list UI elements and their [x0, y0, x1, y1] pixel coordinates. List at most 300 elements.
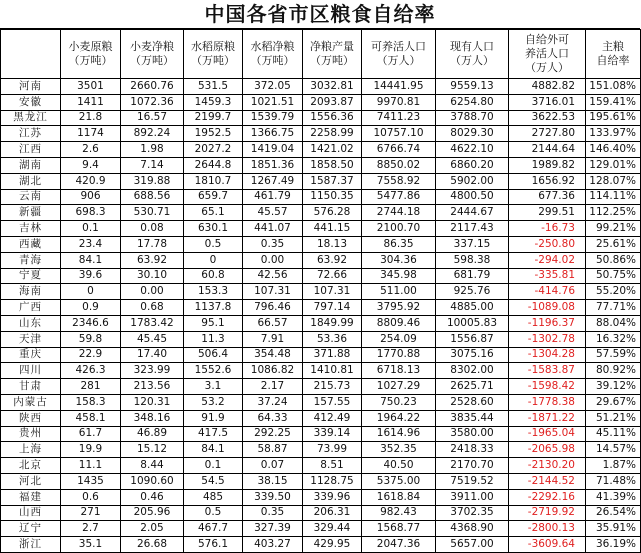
cell-current-population[interactable]: 4885.00 [436, 300, 509, 316]
cell-self-sufficiency-rate[interactable]: 71.48% [586, 473, 641, 489]
cell-wheat-raw[interactable]: 0 [61, 284, 121, 300]
cell-feedable-population[interactable]: 254.09 [362, 331, 436, 347]
cell-rice-net[interactable]: 1021.51 [243, 94, 303, 110]
cell-feedable-population[interactable]: 1618.84 [362, 489, 436, 505]
header-feedable-population[interactable]: 可养活人口 （万人） [362, 30, 436, 79]
cell-rice-net[interactable]: 441.07 [243, 221, 303, 237]
cell-net-grain-output[interactable]: 73.99 [303, 442, 362, 458]
cell-feedable-population[interactable]: 345.98 [362, 268, 436, 284]
cell-rice-net[interactable]: 327.39 [243, 521, 303, 537]
cell-feedable-population[interactable]: 7411.23 [362, 110, 436, 126]
cell-rice-raw[interactable]: 659.7 [184, 189, 243, 205]
cell-rice-raw[interactable]: 65.1 [184, 205, 243, 221]
cell-province[interactable]: 福建 [1, 489, 61, 505]
cell-current-population[interactable]: 3702.35 [436, 505, 509, 521]
cell-current-population[interactable]: 1556.87 [436, 331, 509, 347]
cell-feedable-population[interactable]: 982.43 [362, 505, 436, 521]
cell-feedable-population[interactable]: 5477.86 [362, 189, 436, 205]
cell-feedable-population[interactable]: 2047.36 [362, 537, 436, 553]
cell-surplus-population[interactable]: 3716.01 [509, 94, 586, 110]
cell-surplus-population[interactable]: -2719.92 [509, 505, 586, 521]
cell-rice-raw[interactable]: 2644.8 [184, 157, 243, 173]
cell-self-sufficiency-rate[interactable]: 129.01% [586, 157, 641, 173]
cell-surplus-population[interactable]: -3609.64 [509, 537, 586, 553]
cell-wheat-raw[interactable]: 2.7 [61, 521, 121, 537]
cell-wheat-net[interactable]: 2.05 [121, 521, 184, 537]
cell-rice-raw[interactable]: 95.1 [184, 315, 243, 331]
cell-current-population[interactable]: 3835.44 [436, 410, 509, 426]
cell-rice-net[interactable]: 66.57 [243, 315, 303, 331]
cell-rice-raw[interactable]: 2199.7 [184, 110, 243, 126]
cell-surplus-population[interactable]: -1598.42 [509, 379, 586, 395]
cell-wheat-raw[interactable]: 21.8 [61, 110, 121, 126]
cell-self-sufficiency-rate[interactable]: 151.08% [586, 79, 641, 95]
cell-net-grain-output[interactable]: 429.95 [303, 537, 362, 553]
cell-rice-net[interactable]: 292.25 [243, 426, 303, 442]
cell-net-grain-output[interactable]: 3032.81 [303, 79, 362, 95]
cell-rice-net[interactable]: 0.35 [243, 236, 303, 252]
header-current-population[interactable]: 现有人口 （万人） [436, 30, 509, 79]
cell-rice-net[interactable]: 42.56 [243, 268, 303, 284]
cell-surplus-population[interactable]: -1583.87 [509, 363, 586, 379]
cell-wheat-net[interactable]: 2660.76 [121, 79, 184, 95]
cell-rice-raw[interactable]: 630.1 [184, 221, 243, 237]
cell-feedable-population[interactable]: 3795.92 [362, 300, 436, 316]
cell-current-population[interactable]: 7519.52 [436, 473, 509, 489]
cell-net-grain-output[interactable]: 1421.02 [303, 142, 362, 158]
header-rice-net[interactable]: 水稻净粮 （万吨） [243, 30, 303, 79]
cell-province[interactable]: 青海 [1, 252, 61, 268]
cell-current-population[interactable]: 6254.80 [436, 94, 509, 110]
cell-wheat-net[interactable]: 892.24 [121, 126, 184, 142]
cell-province[interactable]: 云南 [1, 189, 61, 205]
cell-wheat-net[interactable]: 1072.36 [121, 94, 184, 110]
cell-feedable-population[interactable]: 750.23 [362, 394, 436, 410]
cell-province[interactable]: 江苏 [1, 126, 61, 142]
cell-rice-raw[interactable]: 53.2 [184, 394, 243, 410]
cell-rice-raw[interactable]: 2027.2 [184, 142, 243, 158]
cell-net-grain-output[interactable]: 371.88 [303, 347, 362, 363]
cell-net-grain-output[interactable]: 215.73 [303, 379, 362, 395]
cell-feedable-population[interactable]: 1964.22 [362, 410, 436, 426]
cell-self-sufficiency-rate[interactable]: 35.91% [586, 521, 641, 537]
cell-rice-raw[interactable]: 84.1 [184, 442, 243, 458]
cell-surplus-population[interactable]: -250.80 [509, 236, 586, 252]
cell-rice-net[interactable]: 1851.36 [243, 157, 303, 173]
cell-feedable-population[interactable]: 8850.02 [362, 157, 436, 173]
cell-surplus-population[interactable]: -2800.13 [509, 521, 586, 537]
cell-rice-net[interactable]: 461.79 [243, 189, 303, 205]
cell-self-sufficiency-rate[interactable]: 26.54% [586, 505, 641, 521]
cell-net-grain-output[interactable]: 53.36 [303, 331, 362, 347]
cell-current-population[interactable]: 8029.30 [436, 126, 509, 142]
cell-wheat-raw[interactable]: 2.6 [61, 142, 121, 158]
cell-rice-raw[interactable]: 485 [184, 489, 243, 505]
cell-province[interactable]: 上海 [1, 442, 61, 458]
cell-wheat-net[interactable]: 7.14 [121, 157, 184, 173]
cell-wheat-net[interactable]: 530.71 [121, 205, 184, 221]
cell-rice-raw[interactable]: 506.4 [184, 347, 243, 363]
cell-wheat-raw[interactable]: 2346.6 [61, 315, 121, 331]
cell-rice-raw[interactable]: 0.1 [184, 458, 243, 474]
cell-rice-net[interactable]: 0.35 [243, 505, 303, 521]
cell-rice-net[interactable]: 403.27 [243, 537, 303, 553]
cell-rice-net[interactable]: 372.05 [243, 79, 303, 95]
cell-wheat-raw[interactable]: 84.1 [61, 252, 121, 268]
cell-current-population[interactable]: 925.76 [436, 284, 509, 300]
cell-net-grain-output[interactable]: 339.14 [303, 426, 362, 442]
cell-rice-raw[interactable]: 417.5 [184, 426, 243, 442]
cell-rice-net[interactable]: 38.15 [243, 473, 303, 489]
cell-surplus-population[interactable]: -1089.08 [509, 300, 586, 316]
cell-self-sufficiency-rate[interactable]: 25.61% [586, 236, 641, 252]
cell-net-grain-output[interactable]: 72.66 [303, 268, 362, 284]
cell-current-population[interactable]: 8302.00 [436, 363, 509, 379]
cell-net-grain-output[interactable]: 576.28 [303, 205, 362, 221]
cell-wheat-raw[interactable]: 59.8 [61, 331, 121, 347]
cell-surplus-population[interactable]: -1965.04 [509, 426, 586, 442]
cell-net-grain-output[interactable]: 2093.87 [303, 94, 362, 110]
cell-wheat-net[interactable]: 1783.42 [121, 315, 184, 331]
cell-surplus-population[interactable]: -1778.38 [509, 394, 586, 410]
cell-wheat-raw[interactable]: 1435 [61, 473, 121, 489]
header-self-sufficiency-rate[interactable]: 主粮 自给率 [586, 30, 641, 79]
cell-province[interactable]: 河南 [1, 79, 61, 95]
cell-current-population[interactable]: 2117.43 [436, 221, 509, 237]
cell-wheat-net[interactable]: 17.78 [121, 236, 184, 252]
cell-wheat-net[interactable]: 213.56 [121, 379, 184, 395]
cell-surplus-population[interactable]: -1302.78 [509, 331, 586, 347]
header-rice-raw[interactable]: 水稻原粮 （万吨） [184, 30, 243, 79]
cell-current-population[interactable]: 10005.83 [436, 315, 509, 331]
cell-feedable-population[interactable]: 1568.77 [362, 521, 436, 537]
cell-province[interactable]: 重庆 [1, 347, 61, 363]
cell-wheat-net[interactable]: 205.96 [121, 505, 184, 521]
cell-surplus-population[interactable]: -1196.37 [509, 315, 586, 331]
cell-rice-raw[interactable]: 1952.5 [184, 126, 243, 142]
cell-wheat-net[interactable]: 120.31 [121, 394, 184, 410]
cell-self-sufficiency-rate[interactable]: 50.86% [586, 252, 641, 268]
cell-wheat-raw[interactable]: 698.3 [61, 205, 121, 221]
cell-self-sufficiency-rate[interactable]: 50.75% [586, 268, 641, 284]
cell-current-population[interactable]: 4800.50 [436, 189, 509, 205]
cell-surplus-population[interactable]: 2144.64 [509, 142, 586, 158]
cell-province[interactable]: 贵州 [1, 426, 61, 442]
header-net-grain-output[interactable]: 净粮产量 （万吨） [303, 30, 362, 79]
cell-surplus-population[interactable]: 1989.82 [509, 157, 586, 173]
cell-feedable-population[interactable]: 7558.92 [362, 173, 436, 189]
cell-wheat-net[interactable]: 688.56 [121, 189, 184, 205]
cell-net-grain-output[interactable]: 63.92 [303, 252, 362, 268]
cell-current-population[interactable]: 2528.60 [436, 394, 509, 410]
cell-surplus-population[interactable]: 2727.80 [509, 126, 586, 142]
cell-wheat-net[interactable]: 1090.60 [121, 473, 184, 489]
cell-self-sufficiency-rate[interactable]: 41.39% [586, 489, 641, 505]
cell-province[interactable]: 广西 [1, 300, 61, 316]
cell-wheat-raw[interactable]: 11.1 [61, 458, 121, 474]
cell-surplus-population[interactable]: -1871.22 [509, 410, 586, 426]
cell-province[interactable]: 新疆 [1, 205, 61, 221]
cell-rice-raw[interactable]: 1459.3 [184, 94, 243, 110]
cell-rice-net[interactable]: 37.24 [243, 394, 303, 410]
cell-self-sufficiency-rate[interactable]: 39.12% [586, 379, 641, 395]
cell-current-population[interactable]: 4368.90 [436, 521, 509, 537]
cell-self-sufficiency-rate[interactable]: 55.20% [586, 284, 641, 300]
cell-current-population[interactable]: 5902.00 [436, 173, 509, 189]
cell-self-sufficiency-rate[interactable]: 1.87% [586, 458, 641, 474]
cell-province[interactable]: 浙江 [1, 537, 61, 553]
cell-net-grain-output[interactable]: 206.31 [303, 505, 362, 521]
header-wheat-net[interactable]: 小麦净粮 （万吨） [121, 30, 184, 79]
cell-rice-net[interactable]: 1366.75 [243, 126, 303, 142]
cell-rice-raw[interactable]: 1810.7 [184, 173, 243, 189]
cell-net-grain-output[interactable]: 1858.50 [303, 157, 362, 173]
cell-current-population[interactable]: 681.79 [436, 268, 509, 284]
cell-feedable-population[interactable]: 2100.70 [362, 221, 436, 237]
cell-self-sufficiency-rate[interactable]: 80.92% [586, 363, 641, 379]
cell-rice-net[interactable]: 0.07 [243, 458, 303, 474]
cell-wheat-raw[interactable]: 0.1 [61, 221, 121, 237]
cell-self-sufficiency-rate[interactable]: 159.41% [586, 94, 641, 110]
cell-wheat-raw[interactable]: 271 [61, 505, 121, 521]
cell-surplus-population[interactable]: -16.73 [509, 221, 586, 237]
cell-rice-net[interactable]: 107.31 [243, 284, 303, 300]
cell-feedable-population[interactable]: 10757.10 [362, 126, 436, 142]
cell-wheat-net[interactable]: 323.99 [121, 363, 184, 379]
cell-wheat-net[interactable]: 46.89 [121, 426, 184, 442]
cell-wheat-net[interactable]: 26.68 [121, 537, 184, 553]
cell-net-grain-output[interactable]: 1128.75 [303, 473, 362, 489]
cell-self-sufficiency-rate[interactable]: 29.67% [586, 394, 641, 410]
cell-province[interactable]: 宁夏 [1, 268, 61, 284]
cell-rice-net[interactable]: 45.57 [243, 205, 303, 221]
cell-feedable-population[interactable]: 5375.00 [362, 473, 436, 489]
cell-rice-raw[interactable]: 91.9 [184, 410, 243, 426]
cell-province[interactable]: 陕西 [1, 410, 61, 426]
cell-self-sufficiency-rate[interactable]: 14.57% [586, 442, 641, 458]
cell-self-sufficiency-rate[interactable]: 36.19% [586, 537, 641, 553]
cell-surplus-population[interactable]: 4882.82 [509, 79, 586, 95]
cell-rice-raw[interactable]: 0.5 [184, 236, 243, 252]
cell-province[interactable]: 甘肃 [1, 379, 61, 395]
cell-self-sufficiency-rate[interactable]: 99.21% [586, 221, 641, 237]
cell-rice-raw[interactable]: 467.7 [184, 521, 243, 537]
cell-rice-raw[interactable]: 0 [184, 252, 243, 268]
cell-wheat-net[interactable]: 8.44 [121, 458, 184, 474]
cell-rice-net[interactable]: 58.87 [243, 442, 303, 458]
cell-current-population[interactable]: 5657.00 [436, 537, 509, 553]
cell-current-population[interactable]: 3788.70 [436, 110, 509, 126]
cell-net-grain-output[interactable]: 18.13 [303, 236, 362, 252]
cell-wheat-net[interactable]: 0.00 [121, 284, 184, 300]
cell-wheat-net[interactable]: 30.10 [121, 268, 184, 284]
cell-wheat-net[interactable]: 319.88 [121, 173, 184, 189]
cell-rice-raw[interactable]: 0.5 [184, 505, 243, 521]
cell-net-grain-output[interactable]: 1556.36 [303, 110, 362, 126]
cell-net-grain-output[interactable]: 441.15 [303, 221, 362, 237]
cell-rice-net[interactable]: 7.91 [243, 331, 303, 347]
cell-rice-net[interactable]: 1539.79 [243, 110, 303, 126]
cell-self-sufficiency-rate[interactable]: 128.07% [586, 173, 641, 189]
cell-net-grain-output[interactable]: 107.31 [303, 284, 362, 300]
cell-rice-net[interactable]: 1419.04 [243, 142, 303, 158]
header-wheat-raw[interactable]: 小麦原粮 （万吨） [61, 30, 121, 79]
cell-current-population[interactable]: 337.15 [436, 236, 509, 252]
cell-feedable-population[interactable]: 14441.95 [362, 79, 436, 95]
cell-province[interactable]: 山西 [1, 505, 61, 521]
cell-self-sufficiency-rate[interactable]: 146.40% [586, 142, 641, 158]
cell-current-population[interactable]: 2444.67 [436, 205, 509, 221]
cell-net-grain-output[interactable]: 339.96 [303, 489, 362, 505]
cell-wheat-raw[interactable]: 1411 [61, 94, 121, 110]
cell-surplus-population[interactable]: -294.02 [509, 252, 586, 268]
cell-rice-net[interactable]: 64.33 [243, 410, 303, 426]
cell-current-population[interactable]: 9559.13 [436, 79, 509, 95]
cell-wheat-raw[interactable]: 22.9 [61, 347, 121, 363]
cell-current-population[interactable]: 2625.71 [436, 379, 509, 395]
cell-feedable-population[interactable]: 304.36 [362, 252, 436, 268]
cell-net-grain-output[interactable]: 1150.35 [303, 189, 362, 205]
cell-wheat-raw[interactable]: 23.4 [61, 236, 121, 252]
cell-feedable-population[interactable]: 8809.46 [362, 315, 436, 331]
cell-surplus-population[interactable]: 1656.92 [509, 173, 586, 189]
cell-rice-raw[interactable]: 3.1 [184, 379, 243, 395]
cell-province[interactable]: 湖南 [1, 157, 61, 173]
cell-wheat-raw[interactable]: 906 [61, 189, 121, 205]
cell-rice-raw[interactable]: 531.5 [184, 79, 243, 95]
cell-wheat-net[interactable]: 0.68 [121, 300, 184, 316]
cell-surplus-population[interactable]: -1304.28 [509, 347, 586, 363]
cell-feedable-population[interactable]: 511.00 [362, 284, 436, 300]
cell-wheat-raw[interactable]: 1174 [61, 126, 121, 142]
cell-surplus-population[interactable]: -335.81 [509, 268, 586, 284]
cell-wheat-net[interactable]: 348.16 [121, 410, 184, 426]
cell-wheat-raw[interactable]: 39.6 [61, 268, 121, 284]
cell-current-population[interactable]: 4622.10 [436, 142, 509, 158]
cell-net-grain-output[interactable]: 412.49 [303, 410, 362, 426]
cell-province[interactable]: 内蒙古 [1, 394, 61, 410]
cell-wheat-raw[interactable]: 9.4 [61, 157, 121, 173]
cell-wheat-net[interactable]: 45.45 [121, 331, 184, 347]
cell-province[interactable]: 黑龙江 [1, 110, 61, 126]
cell-net-grain-output[interactable]: 329.44 [303, 521, 362, 537]
cell-wheat-raw[interactable]: 158.3 [61, 394, 121, 410]
cell-surplus-population[interactable]: -2144.52 [509, 473, 586, 489]
cell-wheat-net[interactable]: 63.92 [121, 252, 184, 268]
cell-current-population[interactable]: 6860.20 [436, 157, 509, 173]
cell-rice-net[interactable]: 0.00 [243, 252, 303, 268]
cell-rice-raw[interactable]: 11.3 [184, 331, 243, 347]
cell-rice-raw[interactable]: 1137.8 [184, 300, 243, 316]
cell-rice-net[interactable]: 354.48 [243, 347, 303, 363]
cell-wheat-raw[interactable]: 281 [61, 379, 121, 395]
cell-current-population[interactable]: 3075.16 [436, 347, 509, 363]
cell-wheat-raw[interactable]: 420.9 [61, 173, 121, 189]
cell-province[interactable]: 山东 [1, 315, 61, 331]
cell-surplus-population[interactable]: -2065.98 [509, 442, 586, 458]
cell-wheat-net[interactable]: 1.98 [121, 142, 184, 158]
cell-wheat-raw[interactable]: 458.1 [61, 410, 121, 426]
cell-surplus-population[interactable]: -2292.16 [509, 489, 586, 505]
cell-wheat-raw[interactable]: 35.1 [61, 537, 121, 553]
cell-net-grain-output[interactable]: 1587.37 [303, 173, 362, 189]
cell-self-sufficiency-rate[interactable]: 133.97% [586, 126, 641, 142]
cell-self-sufficiency-rate[interactable]: 16.32% [586, 331, 641, 347]
cell-net-grain-output[interactable]: 1410.81 [303, 363, 362, 379]
cell-rice-net[interactable]: 2.17 [243, 379, 303, 395]
cell-wheat-raw[interactable]: 0.9 [61, 300, 121, 316]
cell-self-sufficiency-rate[interactable]: 45.11% [586, 426, 641, 442]
cell-current-population[interactable]: 2418.33 [436, 442, 509, 458]
cell-net-grain-output[interactable]: 797.14 [303, 300, 362, 316]
cell-net-grain-output[interactable]: 2258.99 [303, 126, 362, 142]
header-surplus-population[interactable]: 自给外可 养活人口 （万人） [509, 30, 586, 79]
cell-province[interactable]: 安徽 [1, 94, 61, 110]
cell-wheat-net[interactable]: 16.57 [121, 110, 184, 126]
cell-feedable-population[interactable]: 9970.81 [362, 94, 436, 110]
cell-wheat-raw[interactable]: 3501 [61, 79, 121, 95]
cell-self-sufficiency-rate[interactable]: 51.21% [586, 410, 641, 426]
cell-rice-net[interactable]: 1086.82 [243, 363, 303, 379]
cell-current-population[interactable]: 598.38 [436, 252, 509, 268]
cell-feedable-population[interactable]: 2744.18 [362, 205, 436, 221]
cell-wheat-net[interactable]: 0.46 [121, 489, 184, 505]
cell-wheat-raw[interactable]: 0.6 [61, 489, 121, 505]
cell-rice-net[interactable]: 1267.49 [243, 173, 303, 189]
cell-wheat-net[interactable]: 0.08 [121, 221, 184, 237]
cell-self-sufficiency-rate[interactable]: 114.11% [586, 189, 641, 205]
cell-rice-raw[interactable]: 153.3 [184, 284, 243, 300]
cell-net-grain-output[interactable]: 157.55 [303, 394, 362, 410]
header-province[interactable] [1, 30, 61, 79]
cell-rice-net[interactable]: 339.50 [243, 489, 303, 505]
cell-province[interactable]: 四川 [1, 363, 61, 379]
cell-surplus-population[interactable]: -414.76 [509, 284, 586, 300]
cell-rice-raw[interactable]: 1552.6 [184, 363, 243, 379]
cell-wheat-net[interactable]: 15.12 [121, 442, 184, 458]
cell-wheat-raw[interactable]: 61.7 [61, 426, 121, 442]
cell-feedable-population[interactable]: 1027.29 [362, 379, 436, 395]
cell-wheat-raw[interactable]: 19.9 [61, 442, 121, 458]
cell-province[interactable]: 天津 [1, 331, 61, 347]
cell-surplus-population[interactable]: 299.51 [509, 205, 586, 221]
cell-rice-raw[interactable]: 576.1 [184, 537, 243, 553]
cell-surplus-population[interactable]: -2130.20 [509, 458, 586, 474]
cell-rice-net[interactable]: 796.46 [243, 300, 303, 316]
cell-province[interactable]: 海南 [1, 284, 61, 300]
cell-current-population[interactable]: 3911.00 [436, 489, 509, 505]
cell-province[interactable]: 湖北 [1, 173, 61, 189]
cell-province[interactable]: 北京 [1, 458, 61, 474]
cell-province[interactable]: 辽宁 [1, 521, 61, 537]
cell-feedable-population[interactable]: 86.35 [362, 236, 436, 252]
cell-feedable-population[interactable]: 40.50 [362, 458, 436, 474]
cell-net-grain-output[interactable]: 8.51 [303, 458, 362, 474]
cell-surplus-population[interactable]: 677.36 [509, 189, 586, 205]
cell-self-sufficiency-rate[interactable]: 112.25% [586, 205, 641, 221]
cell-rice-raw[interactable]: 60.8 [184, 268, 243, 284]
cell-feedable-population[interactable]: 6766.74 [362, 142, 436, 158]
cell-feedable-population[interactable]: 1770.88 [362, 347, 436, 363]
cell-feedable-population[interactable]: 352.35 [362, 442, 436, 458]
cell-self-sufficiency-rate[interactable]: 57.59% [586, 347, 641, 363]
cell-feedable-population[interactable]: 6718.13 [362, 363, 436, 379]
cell-feedable-population[interactable]: 1614.96 [362, 426, 436, 442]
cell-province[interactable]: 西藏 [1, 236, 61, 252]
cell-surplus-population[interactable]: 3622.53 [509, 110, 586, 126]
cell-province[interactable]: 吉林 [1, 221, 61, 237]
cell-self-sufficiency-rate[interactable]: 88.04% [586, 315, 641, 331]
